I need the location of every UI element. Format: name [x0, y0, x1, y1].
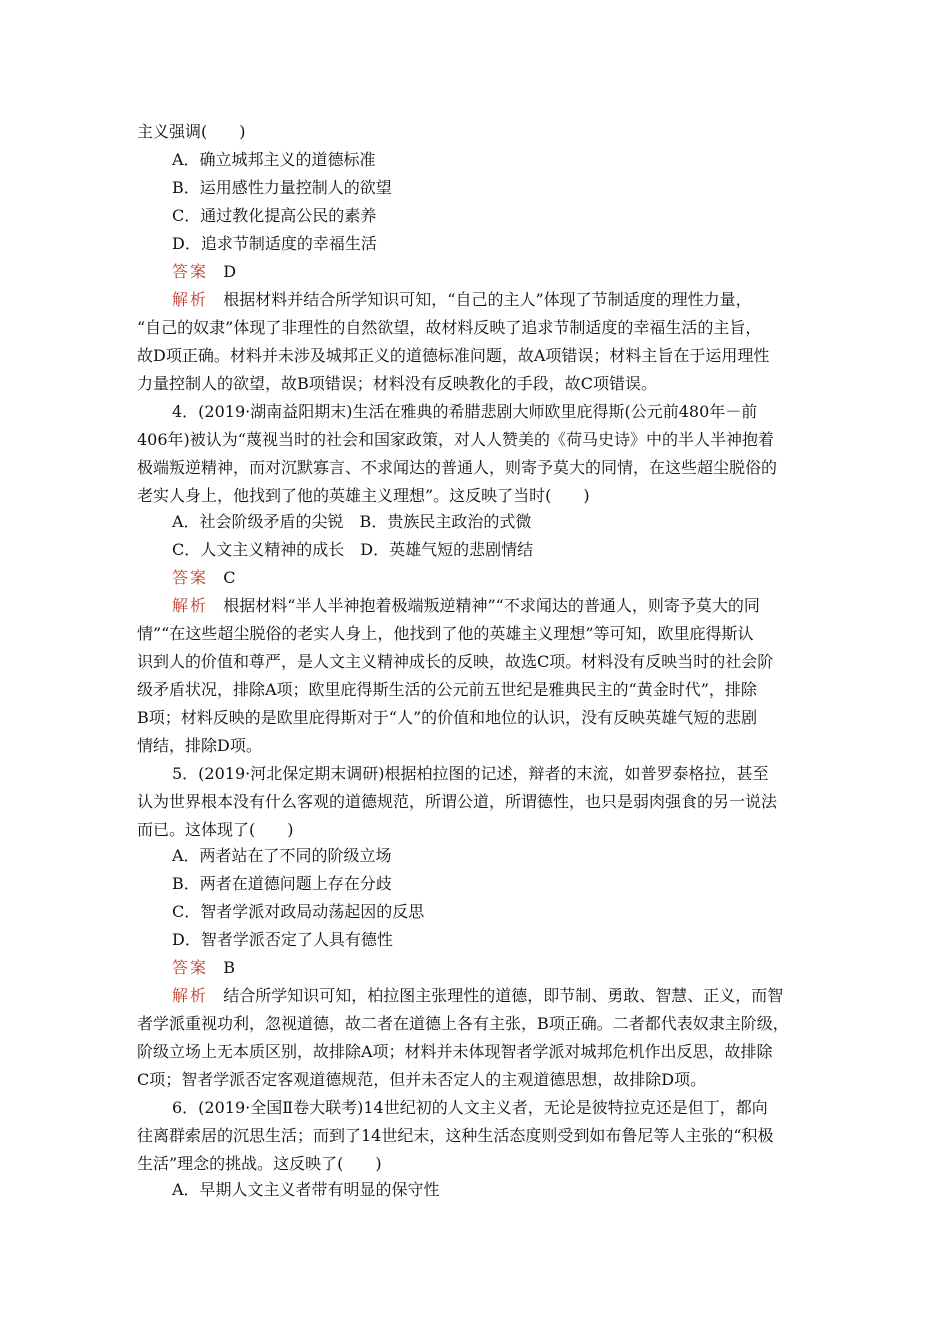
q4-answer — [172, 564, 862, 592]
q5-stem: 5．(2019·河北保定期末调研)根据柏拉图的记述，辩者的末流，如普罗泰格拉，甚至 — [172, 764, 769, 783]
q6-option-a: A．早期人文主义者带有明显的保守性 — [172, 1180, 440, 1199]
q3-analysis-line: 解析 根据材料并结合所学知识可知，“自己的主人”体现了节制适度的理性力量， — [172, 290, 752, 309]
q4-stem: 极端叛逆精神，而对沉默寡言、不求闻达的普通人，则寄予莫大的同情，在这些超尘脱俗的 — [137, 458, 778, 477]
q5-analysis-line: 解析 结合所学知识可知，柏拉图主张理性的道德，即节制、勇敢、智慧、正义，而智 — [172, 986, 784, 1005]
analysis-label: 解析 — [172, 986, 209, 1005]
answer-value: C — [223, 568, 236, 587]
q6-stem: 生活”理念的挑战。这反映了( ) — [137, 1154, 382, 1173]
q5-option-c: C．智者学派对政局动荡起因的反思 — [172, 902, 425, 921]
q5-analysis-line: 者学派重视功利，忽视道德，故二者在道德上各有主张，B项正确。二者都代表奴隶主阶级， — [137, 1014, 789, 1033]
q4-stem: 老实人身上，他找到了他的英雄主义理想”。这反映了当时( ) — [137, 486, 590, 505]
q3-stem: 主义强调( ) — [137, 122, 246, 141]
q3-option-d: D．追求节制适度的幸福生活 — [172, 234, 377, 253]
q3-analysis-line: 力量控制人的欲望，故B项错误；材料没有反映教化的手段，故C项错误。 — [137, 374, 658, 393]
answer-label: 答案 — [172, 568, 209, 587]
answer-label: 答案 — [172, 262, 209, 281]
q4-stem: 406年)被认为“蔑视当时的社会和国家政策，对人人赞美的《荷马史诗》中的半人半神抱着 — [137, 430, 774, 449]
q3-option-b: B．运用感性力量控制人的欲望 — [172, 178, 392, 197]
analysis-label: 解析 — [172, 290, 209, 309]
q4-options-ab: A．社会阶级矛盾的尖锐 B．贵族民主政治的式微 — [172, 512, 532, 531]
answer-value: B — [223, 958, 236, 977]
q5-option-a: A．两者站在了不同的阶级立场 — [172, 846, 392, 865]
q5-stem: 而已。这体现了( ) — [137, 820, 294, 839]
q5-answer — [172, 954, 862, 982]
q5-analysis-line: C项；智者学派否定客观道德规范，但并未否定人的主观道德思想，故排除D项。 — [137, 1070, 707, 1089]
q3-analysis-line: 故D项正确。材料并未涉及城邦正义的道德标准问题，故A项错误；材料主旨在于运用理性 — [137, 346, 770, 365]
q3-answer — [172, 258, 862, 286]
q4-analysis-line: 情”“在这些超尘脱俗的老实人身上，他找到了他的英雄主义理想”等可知，欧里庇得斯认 — [137, 624, 754, 643]
answer-value: D — [223, 262, 237, 281]
q5-option-d: D．智者学派否定了人具有德性 — [172, 930, 393, 949]
q5-analysis-line: 阶级立场上无本质区别，故排除A项；材料并未体现智者学派对城邦危机作出反思，故排除 — [137, 1042, 773, 1061]
q4-stem: 4．(2019·湖南益阳期末)生活在雅典的希腊悲剧大师欧里庇得斯(公元前480年－前 — [172, 402, 758, 421]
q3-option-a: A．确立城邦主义的道德标准 — [172, 150, 376, 169]
analysis-label: 解析 — [172, 596, 209, 615]
q6-stem: 6．(2019·全国Ⅱ卷大联考)14世纪初的人文主义者，无论是彼特拉克还是但丁，都向 — [172, 1098, 768, 1117]
q5-option-b: B．两者在道德问题上存在分歧 — [172, 874, 392, 893]
q4-analysis-line: B项；材料反映的是欧里庇得斯对于“人”的价值和地位的认识，没有反映英雄气短的悲剧 — [137, 708, 758, 727]
q3-analysis-line: “自己的奴隶”体现了非理性的自然欲望，故材料反映了追求节制适度的幸福生活的主旨， — [137, 318, 762, 337]
q4-analysis-line: 情结，排除D项。 — [137, 736, 262, 755]
q6-stem: 往离群索居的沉思生活；而到了14世纪末，这种生活态度则受到如布鲁尼等人主张的“积极 — [137, 1126, 774, 1145]
answer-label: 答案 — [172, 958, 209, 977]
q4-options-cd: C．人文主义精神的成长 D．英雄气短的悲剧情结 — [172, 540, 534, 559]
q3-option-c: C．通过教化提高公民的素养 — [172, 206, 377, 225]
q4-analysis-line: 级矛盾状况，排除A项；欧里庇得斯生活的公元前五世纪是雅典民主的“黄金时代”，排除 — [137, 680, 757, 699]
q4-analysis-line: 识到人的价值和尊严，是人文主义精神成长的反映，故选C项。材料没有反映当时的社会阶 — [137, 652, 774, 671]
q4-analysis-line: 解析 根据材料“半人半神抱着极端叛逆精神”“不求闻达的普通人，则寄予莫大的同 — [172, 596, 760, 615]
q5-stem: 认为世界根本没有什么客观的道德规范，所谓公道，所谓德性，也只是弱肉强食的另一说法 — [137, 792, 778, 811]
